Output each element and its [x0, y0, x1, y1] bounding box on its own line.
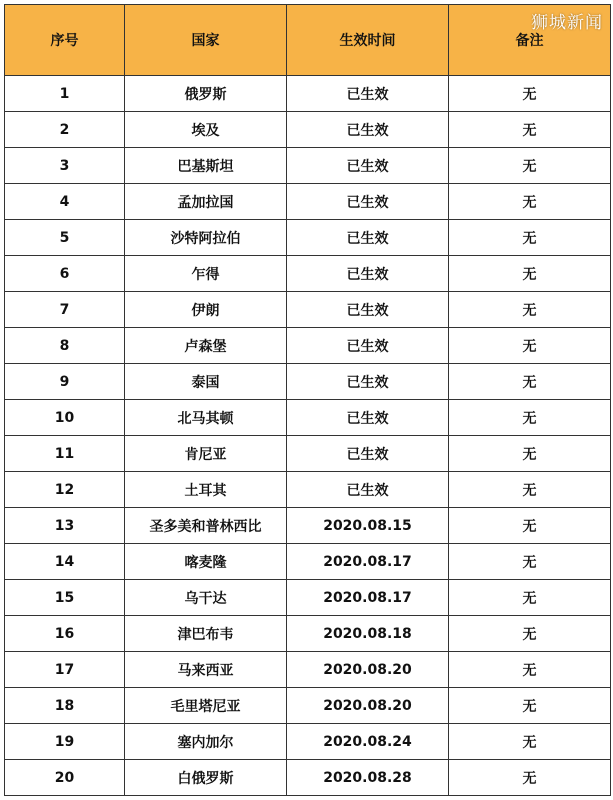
cell-country: 泰国 [125, 364, 287, 400]
cell-remarks: 无 [449, 760, 611, 796]
cell-remarks: 无 [449, 184, 611, 220]
cell-remarks: 无 [449, 580, 611, 616]
table-row [5, 220, 611, 256]
cell-remarks: 无 [449, 400, 611, 436]
table-row [5, 256, 611, 292]
cell-country: 卢森堡 [125, 328, 287, 364]
cell-effective-date: 已生效 [287, 148, 449, 184]
header-row [5, 5, 611, 76]
cell-remarks: 无 [449, 148, 611, 184]
cell-country: 沙特阿拉伯 [125, 220, 287, 256]
table-row [5, 76, 611, 112]
table-row [5, 148, 611, 184]
cell-effective-date: 2020.08.28 [287, 760, 449, 796]
cell-country: 北马其顿 [125, 400, 287, 436]
watermark-logo: 狮城新闻 [531, 13, 603, 33]
cell-country: 伊朗 [125, 292, 287, 328]
cell-country: 塞内加尔 [125, 724, 287, 760]
cell-index: 8 [5, 328, 125, 364]
cell-index: 5 [5, 220, 125, 256]
cell-index: 19 [5, 724, 125, 760]
cell-index: 3 [5, 148, 125, 184]
cell-index: 18 [5, 688, 125, 724]
cell-index: 17 [5, 652, 125, 688]
cell-remarks: 无 [449, 364, 611, 400]
cell-index: 20 [5, 760, 125, 796]
cell-effective-date: 2020.08.20 [287, 652, 449, 688]
table-row [5, 580, 611, 616]
cell-index: 14 [5, 544, 125, 580]
cell-remarks: 无 [449, 688, 611, 724]
table-row [5, 184, 611, 220]
cell-effective-date: 已生效 [287, 292, 449, 328]
cell-effective-date: 2020.08.15 [287, 508, 449, 544]
table-row [5, 760, 611, 796]
cell-index: 1 [5, 76, 125, 112]
table-row [5, 616, 611, 652]
cell-index: 13 [5, 508, 125, 544]
table-row [5, 688, 611, 724]
table-row [5, 508, 611, 544]
cell-remarks: 无 [449, 292, 611, 328]
cell-effective-date: 已生效 [287, 184, 449, 220]
cell-effective-date: 已生效 [287, 436, 449, 472]
cell-index: 10 [5, 400, 125, 436]
country-table [4, 4, 611, 796]
cell-remarks: 无 [449, 436, 611, 472]
cell-remarks: 无 [449, 724, 611, 760]
cell-country: 白俄罗斯 [125, 760, 287, 796]
cell-effective-date: 2020.08.20 [287, 688, 449, 724]
cell-effective-date: 已生效 [287, 328, 449, 364]
cell-effective-date: 已生效 [287, 256, 449, 292]
cell-remarks: 无 [449, 508, 611, 544]
cell-effective-date: 已生效 [287, 220, 449, 256]
table-header [5, 5, 611, 76]
column-header-effective-date: 生效时间 [287, 5, 449, 76]
column-header-index: 序号 [5, 5, 125, 76]
table-row [5, 328, 611, 364]
cell-country: 津巴布韦 [125, 616, 287, 652]
cell-effective-date: 已生效 [287, 400, 449, 436]
table-row [5, 436, 611, 472]
table-row [5, 364, 611, 400]
table-row [5, 544, 611, 580]
table-row [5, 472, 611, 508]
cell-country: 俄罗斯 [125, 76, 287, 112]
cell-remarks: 无 [449, 472, 611, 508]
cell-remarks: 无 [449, 544, 611, 580]
cell-effective-date: 已生效 [287, 112, 449, 148]
cell-country: 喀麦隆 [125, 544, 287, 580]
cell-index: 2 [5, 112, 125, 148]
cell-country: 巴基斯坦 [125, 148, 287, 184]
cell-country: 圣多美和普林西比 [125, 508, 287, 544]
cell-effective-date: 已生效 [287, 76, 449, 112]
cell-remarks: 无 [449, 616, 611, 652]
table-row [5, 724, 611, 760]
country-table-container [4, 4, 610, 796]
cell-remarks: 无 [449, 220, 611, 256]
cell-effective-date: 2020.08.17 [287, 544, 449, 580]
cell-country: 马来西亚 [125, 652, 287, 688]
cell-country: 毛里塔尼亚 [125, 688, 287, 724]
cell-index: 4 [5, 184, 125, 220]
cell-effective-date: 已生效 [287, 364, 449, 400]
cell-effective-date: 2020.08.17 [287, 580, 449, 616]
table-row [5, 652, 611, 688]
cell-index: 9 [5, 364, 125, 400]
cell-country: 肯尼亚 [125, 436, 287, 472]
cell-country: 乍得 [125, 256, 287, 292]
cell-index: 11 [5, 436, 125, 472]
column-header-remarks: 备注 [449, 5, 611, 76]
cell-remarks: 无 [449, 256, 611, 292]
cell-effective-date: 已生效 [287, 472, 449, 508]
table-body [5, 76, 611, 796]
cell-remarks: 无 [449, 76, 611, 112]
cell-index: 12 [5, 472, 125, 508]
cell-country: 土耳其 [125, 472, 287, 508]
cell-index: 6 [5, 256, 125, 292]
cell-index: 7 [5, 292, 125, 328]
cell-index: 16 [5, 616, 125, 652]
cell-country: 孟加拉国 [125, 184, 287, 220]
table-row [5, 292, 611, 328]
table-row [5, 400, 611, 436]
column-header-country: 国家 [125, 5, 287, 76]
cell-country: 埃及 [125, 112, 287, 148]
cell-country: 乌干达 [125, 580, 287, 616]
table-row [5, 112, 611, 148]
cell-effective-date: 2020.08.24 [287, 724, 449, 760]
cell-effective-date: 2020.08.18 [287, 616, 449, 652]
cell-remarks: 无 [449, 652, 611, 688]
cell-index: 15 [5, 580, 125, 616]
cell-remarks: 无 [449, 328, 611, 364]
cell-remarks: 无 [449, 112, 611, 148]
